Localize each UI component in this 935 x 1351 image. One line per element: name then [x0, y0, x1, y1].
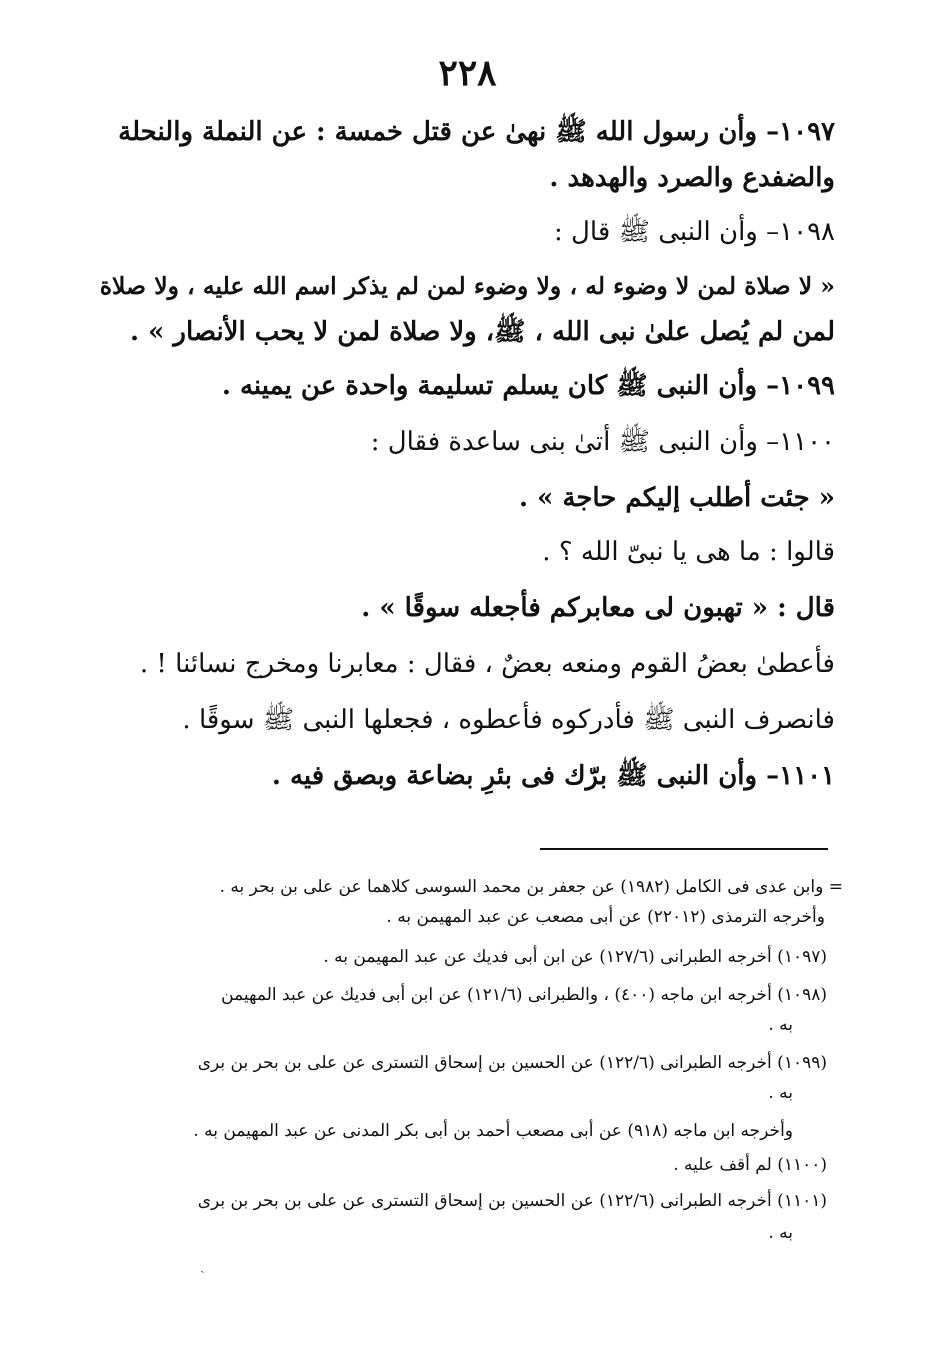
text-line: ١١٠٠– وأن النبى ﷺ أتىٰ بنى ساعدة فقال :	[370, 427, 835, 457]
footnote-line: (١٠٩٨) أخرجه ابن ماجه (٤٠٠) ، والطبرانى (١٢١/٦) عن ابن أبى فديك عن عبد المهيمن	[221, 985, 827, 1005]
text-line: قالوا : ما هى يا نبىّ الله ؟ .	[542, 537, 835, 567]
text-line: ١٠٩٨– وأن النبى ﷺ قال :	[554, 217, 835, 247]
footnote-line: به .	[768, 1223, 793, 1243]
text-line: « لا صلاة لمن لا وضوء له ، ولا وضوء لمن لم يذكر اسم الله عليه ، ولا صلاة	[99, 272, 835, 300]
footnote-line: به .	[768, 1083, 793, 1103]
text-line: لمن لم يُصل علىٰ نبى الله ، ﷺ، ولا صلاة لمن لا يحب الأنصار » .	[130, 317, 835, 347]
footnote-line: = وابن عدى فى الكامل (١٩٨٢) عن جعفر بن محمد السوسى كلاهما عن على بن بحر به .	[219, 877, 843, 897]
text-line: ١٠٩٩– وأن النبى ﷺ كان يسلم تسليمة واحدة عن يمينه .	[221, 371, 835, 401]
text-line: والضفدع والصرد والهدهد .	[549, 163, 835, 193]
footnote-separator	[540, 848, 828, 850]
footnote-line: (١٠٩٩) أخرجه الطبرانى (١٢٢/٦) عن الحسين بن إسحاق التسترى عن على بن بحر بن برى	[197, 1053, 827, 1073]
footnote-line: (١١٠١) أخرجه الطبرانى (١٢٢/٦) عن الحسين بن إسحاق التسترى عن على بن بحر بن برى	[197, 1191, 827, 1211]
ink-speck: ˏ	[200, 1258, 205, 1274]
footnote-line: (١١٠٠) لم أقف عليه .	[673, 1155, 827, 1175]
footnote-line: وأخرجه الترمذى (٢٢٠١٢) عن أبى مصعب عن عبد المهيمن به .	[386, 907, 825, 927]
text-line: ١١٠١– وأن النبى ﷺ برّك فى بئرِ بضاعة وبصق فيه .	[271, 761, 835, 791]
footnote-line: به .	[768, 1015, 793, 1035]
text-line: فأعطىٰ بعضُ القوم ومنعه بعضٌ ، فقال : معابرنا ومخرج نسائنا ! .	[139, 649, 835, 679]
page-number: ٢٢٨	[438, 52, 497, 94]
footnote-line: (١٠٩٧) أخرجه الطبرانى (١٢٧/٦) عن ابن أبى فديك عن عبد المهيمن به .	[323, 947, 827, 967]
footnote-line: وأخرجه ابن ماجه (٩١٨) عن أبى مصعب أحمد بن أبى بكر المدنى عن عبد المهيمن به .	[193, 1121, 793, 1141]
text-line: « جئت أطلب إليكم حاجة » .	[518, 483, 835, 513]
text-line: ١٠٩٧– وأن رسول الله ﷺ نهىٰ عن قتل خمسة : عن النملة والنحلة	[118, 117, 835, 147]
text-line: فانصرف النبى ﷺ فأدركوه فأعطوه ، فجعلها النبى ﷺ سوقًا .	[182, 705, 835, 735]
text-line: قال : « تهبون لى معابركم فأجعله سوقًا » .	[361, 593, 835, 623]
